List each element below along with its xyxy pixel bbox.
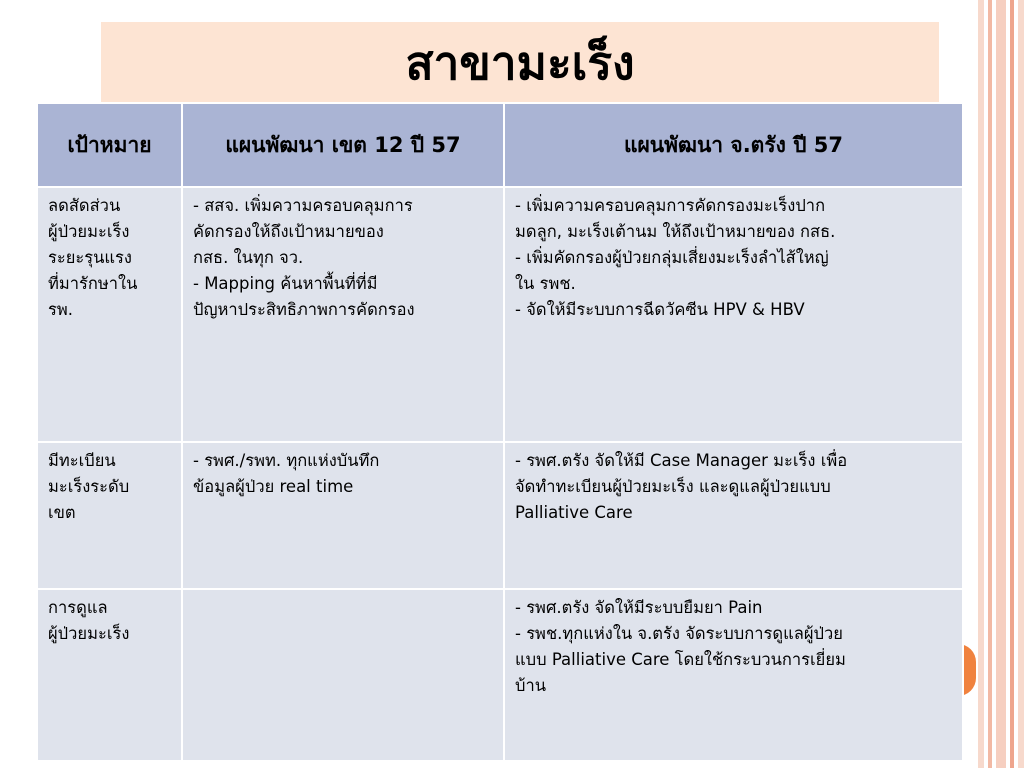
decorative-edge-stripes bbox=[978, 0, 1024, 768]
table-row bbox=[37, 442, 963, 589]
goal-cell: การดูแล ผู้ป่วยมะเร็ง bbox=[37, 589, 182, 761]
goal-cell: ลดสัดส่วน ผู้ป่วยมะเร็ง ระยะรุนแรง ที่มารักษาใน รพ. bbox=[37, 187, 182, 442]
header-province-plan: แผนพัฒนา จ.ตรัง ปี 57 bbox=[504, 103, 963, 187]
goal-cell: มีทะเบียน มะเร็งระดับ เขต bbox=[37, 442, 182, 589]
slide-title: สาขามะเร็ง bbox=[405, 36, 635, 90]
region-plan-cell: - รพศ./รพท. ทุกแห่งบันทึก ข้อมูลผู้ป่วย real time bbox=[182, 442, 504, 589]
region-plan-cell-empty bbox=[182, 589, 504, 761]
header-region-plan: แผนพัฒนา เขต 12 ปี 57 bbox=[182, 103, 504, 187]
province-plan-cell: - เพิ่มความครอบคลุมการคัดกรองมะเร็งปาก มดลูก, มะเร็งเต้านม ให้ถึงเป้าหมายของ กสธ. - เพิ่มคัดกรองผู้ป่วยกลุ่มเสี่ยงมะเร็งลำไส้ใหญ่ ใน รพช. - จัดให้มีระบบการฉีดวัคซีน HPV & HBV bbox=[504, 187, 963, 442]
province-plan-cell: - รพศ.ตรัง จัดให้มี Case Manager มะเร็ง เพื่อ จัดทำทะเบียนผู้ป่วยมะเร็ง และดูแลผู้ป่วยแบบ Palliative Care bbox=[504, 442, 963, 589]
plan-table bbox=[36, 102, 964, 762]
table-header-row bbox=[37, 103, 963, 187]
table-row bbox=[37, 589, 963, 761]
header-goal: เป้าหมาย bbox=[37, 103, 182, 187]
region-plan-cell: - สสจ. เพิ่มความครอบคลุมการ คัดกรองให้ถึงเป้าหมายของ กสธ. ในทุก จว. - Mapping ค้นหาพื้นที่ที่มี ปัญหาประสิทธิภาพการคัดกรอง bbox=[182, 187, 504, 442]
province-plan-cell: - รพศ.ตรัง จัดให้มีระบบยืมยา Pain - รพช.ทุกแห่งใน จ.ตรัง จัดระบบการดูแลผู้ป่วย แบบ Palliative Care โดยใช้กระบวนการเยี่ยม บ้าน bbox=[504, 589, 963, 761]
table-row bbox=[37, 187, 963, 442]
